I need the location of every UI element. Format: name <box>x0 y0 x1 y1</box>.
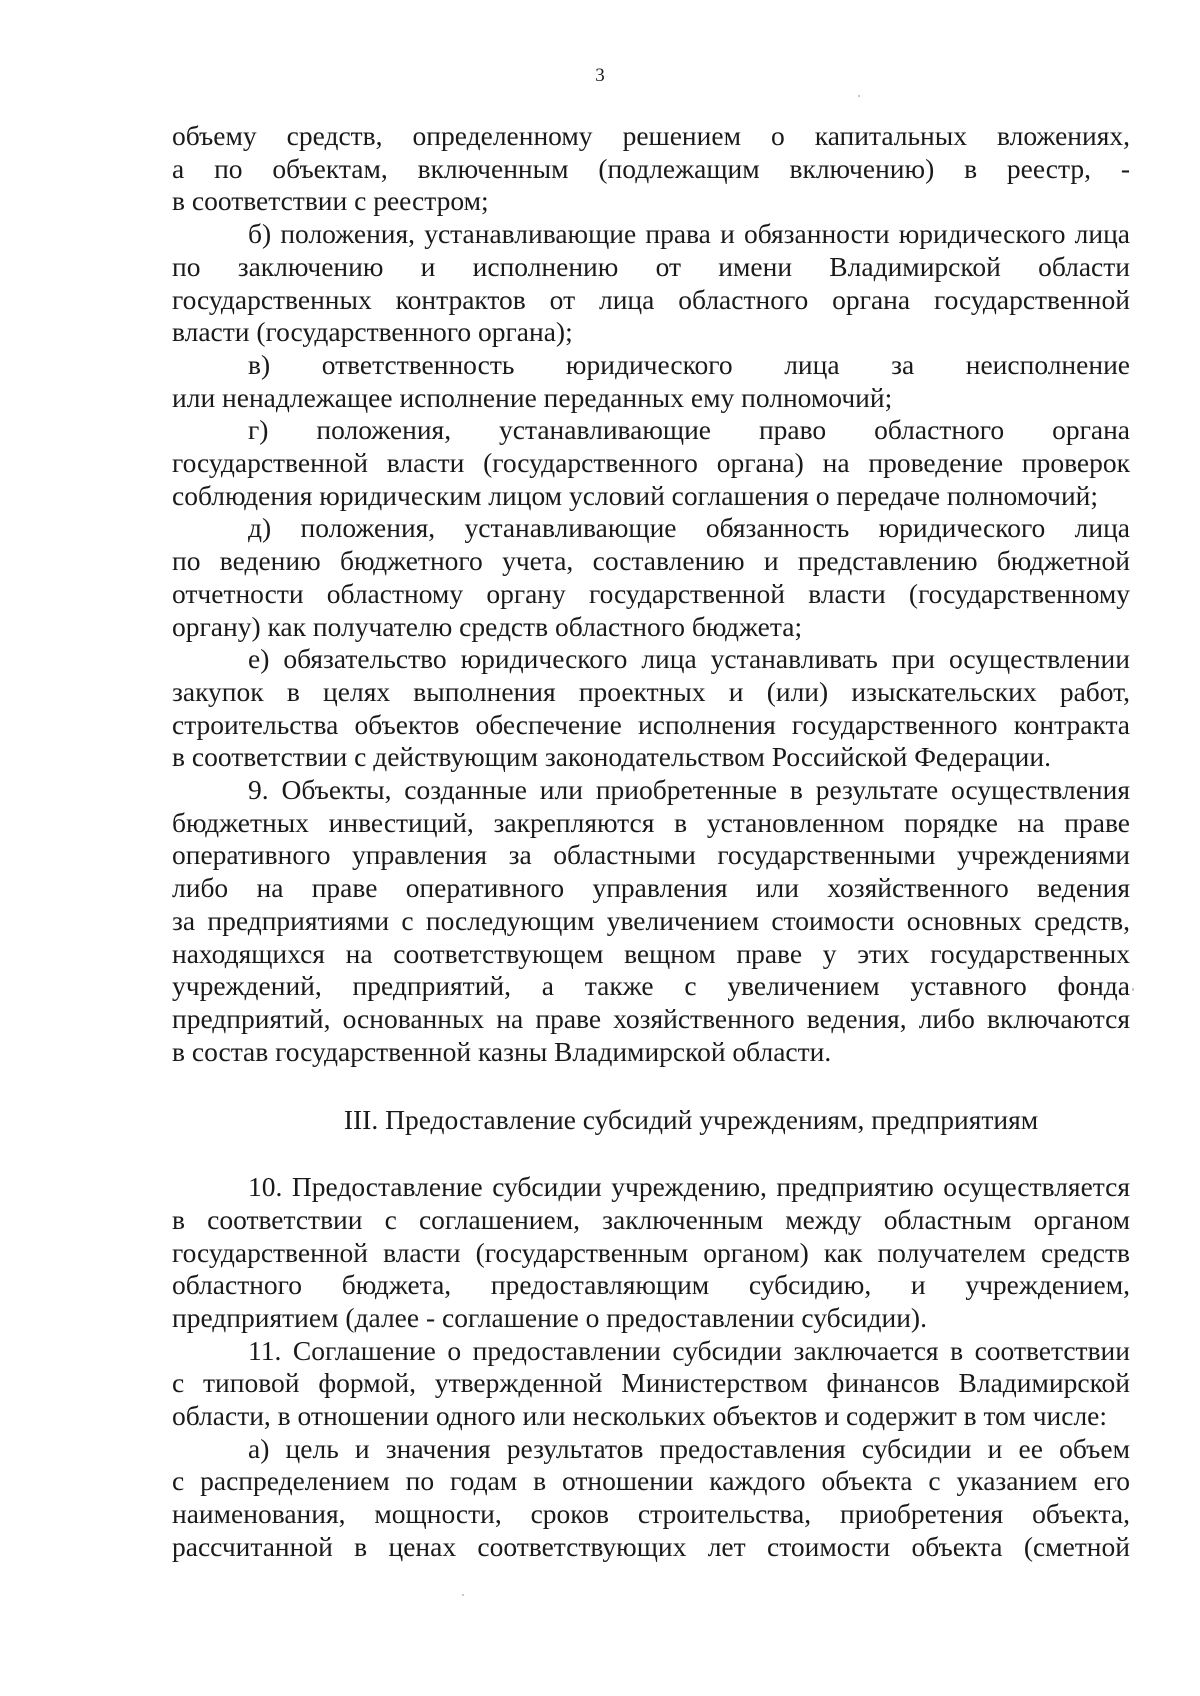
text-line: 11. Соглашение о предоставлении субсидии заключается в соответствии <box>248 1334 1130 1366</box>
text-line: с типовой формой, утвержденной Министерством финансов Владимирской <box>172 1367 1130 1399</box>
text-line: б) положения, устанавливающие права и обязанности юридического лица <box>248 218 1130 250</box>
text-line: в состав государственной казны Владимирской области. <box>172 1035 832 1067</box>
text-line: 9. Объекты, созданные или приобретенные в результате осуществления <box>248 774 1130 806</box>
text-line: 10. Предоставление субсидии учреждению, предприятию осуществляется <box>248 1171 1130 1203</box>
text-line: рассчитанной в ценах соответствующих лет стоимости объекта (сметной <box>172 1530 1130 1562</box>
text-line: органу) как получателю средств областного бюджета; <box>172 610 803 642</box>
text-line: государственной власти (государственным органом) как получателем средств <box>172 1236 1130 1268</box>
text-line: в соответствии с действующим законодательством Российской Федерации. <box>172 741 1051 773</box>
text-line: по заключению и исполнению от имени Владимирской области <box>172 250 1130 282</box>
text-line: находящихся на соответствующем вещном праве у этих государственных <box>172 937 1130 969</box>
scan-speck <box>462 1594 464 1596</box>
text-line: по ведению бюджетного учета, составлению и представлению бюджетной <box>172 545 1130 577</box>
text-line: соблюдения юридическим лицом условий соглашения о передаче полномочий; <box>172 479 1099 511</box>
text-line: е) обязательство юридического лица устанавливать при осуществлении <box>248 643 1130 675</box>
text-line: предприятий, основанных на праве хозяйственного ведения, либо включаются <box>172 1002 1130 1034</box>
text-line: или ненадлежащее исполнение переданных ему полномочий; <box>172 381 893 413</box>
text-line: строительства объектов обеспечение исполнения государственного контракта <box>172 708 1130 740</box>
text-line: с распределением по годам в отношении каждого объекта с указанием его <box>172 1465 1130 1497</box>
scan-speck <box>858 95 860 97</box>
paragraph-group-top <box>172 120 1130 1068</box>
text-line: предприятием (далее - соглашение о предоставлении субсидии). <box>172 1301 927 1333</box>
text-line: либо на праве оперативного управления или хозяйственного ведения <box>172 872 1130 904</box>
text-line: оперативного управления за областными государственными учреждениями <box>172 839 1130 871</box>
paragraph-group-bottom <box>172 1171 1130 1563</box>
text-line: государственной власти (государственного органа) на проведение проверок <box>172 447 1130 479</box>
text-line: г) положения, устанавливающие право областного органа <box>248 414 1130 446</box>
text-line: наименования, мощности, сроков строительства, приобретения объекта, <box>172 1498 1130 1530</box>
text-line: д) положения, устанавливающие обязанность юридического лица <box>248 512 1130 544</box>
text-line: закупок в целях выполнения проектных и (или) изыскательских работ, <box>172 675 1130 707</box>
text-line: областного бюджета, предоставляющим субсидию, и учреждением, <box>172 1269 1130 1301</box>
text-line: власти (государственного органа); <box>172 316 573 348</box>
scan-speck <box>1132 988 1134 991</box>
text-line: бюджетных инвестиций, закрепляются в установленном порядке на праве <box>172 806 1130 838</box>
text-line: отчетности областному органу государственной власти (государственному <box>172 577 1130 609</box>
document-body <box>172 120 1130 1564</box>
text-line: в соответствии с реестром; <box>172 185 489 217</box>
text-line: за предприятиями с последующим увеличением стоимости основных средств, <box>172 904 1130 936</box>
text-line: а по объектам, включенным (подлежащим включению) в реестр, - <box>172 152 1130 184</box>
text-line: а) цель и значения результатов предоставления субсидии и ее объем <box>248 1432 1130 1464</box>
text-line: государственных контрактов от лица областного органа государственной <box>172 283 1130 315</box>
text-line: в) ответственность юридического лица за неисполнение <box>248 348 1130 380</box>
text-line: области, в отношении одного или нескольких объектов и содержит в том числе: <box>172 1400 1108 1432</box>
text-line: объему средств, определенному решением о капитальных вложениях, <box>172 120 1130 151</box>
page-number: 3 <box>595 65 605 86</box>
section-heading: III. Предоставление субсидий учреждениям, предприятиям <box>343 1104 1039 1136</box>
text-line: в соответствии с соглашением, заключенным между областным органом <box>172 1203 1130 1235</box>
text-line: учреждений, предприятий, а также с увеличением уставного фонда <box>172 970 1130 1002</box>
